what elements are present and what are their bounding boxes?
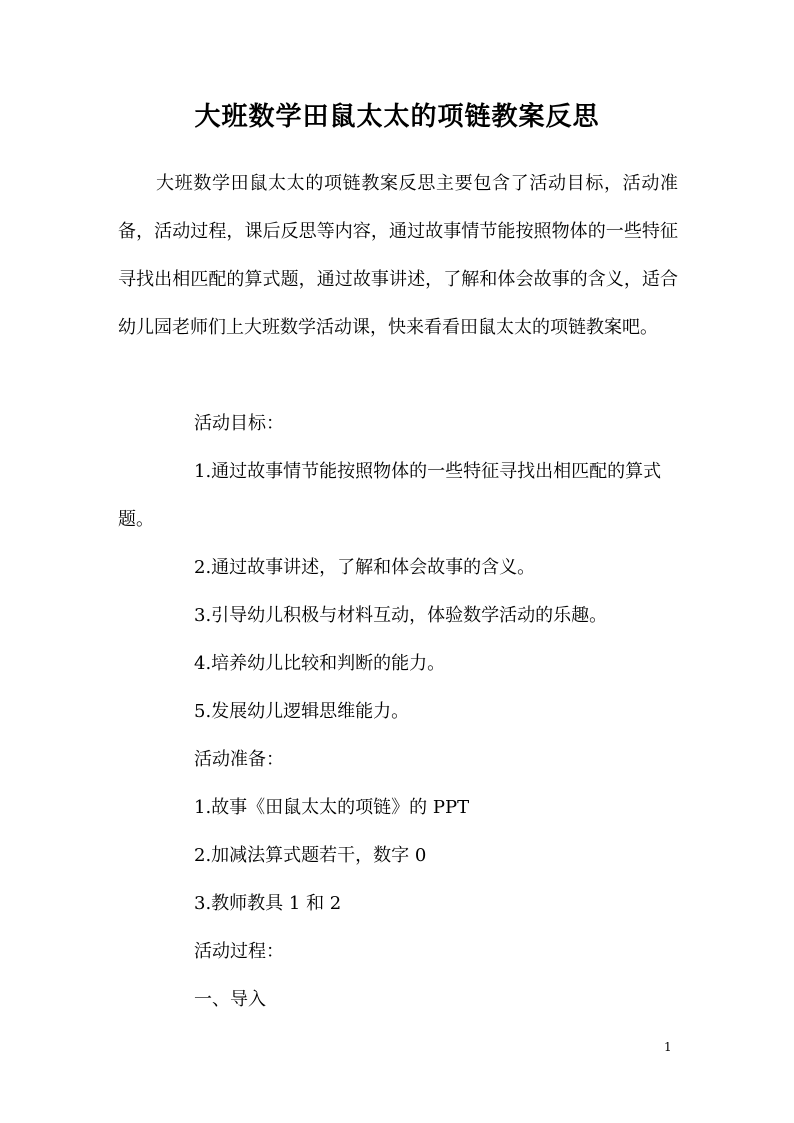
- process-item: 一、导入: [194, 989, 266, 1010]
- content-lines: [118, 400, 678, 1024]
- intro-paragraph: 大班数学田鼠太太的项链教案反思主要包含了活动目标，活动准备，活动过程，课后反思等内容，通过故事情节能按照物体的一些特征寻找出相匹配的算式题，通过故事讲述，了解和体会故事的含义，适合幼儿园老师们上大班数学活动课，快来看看田鼠太太的项链教案吧。: [118, 173, 678, 338]
- goal-item: 5.发展幼儿逻辑思维能力。: [194, 701, 410, 722]
- goal-item: 3.引导幼儿积极与材料互动，体验数学活动的乐趣。: [194, 605, 608, 626]
- prep-heading: 活动准备：: [194, 749, 284, 770]
- prep-item: 1.故事《田鼠太太的项链》的 PPT: [194, 797, 470, 818]
- goal-item: 4.培养幼儿比较和判断的能力。: [194, 653, 446, 674]
- prep-item: 2.加减法算式题若干，数字 0: [194, 845, 427, 866]
- process-heading: 活动过程：: [194, 941, 284, 962]
- goals-heading: 活动目标：: [194, 413, 284, 434]
- document-title: 大班数学田鼠太太的项链教案反思: [194, 102, 600, 132]
- page-number: 1: [664, 1040, 672, 1054]
- goal-item: 1.通过故事情节能按照物体的一些特征寻找出相匹配的算式题。: [118, 461, 662, 530]
- prep-item: 3.教师教具 1 和 2: [194, 893, 342, 914]
- goal-item: 2.通过故事讲述，了解和体会故事的含义。: [194, 557, 536, 578]
